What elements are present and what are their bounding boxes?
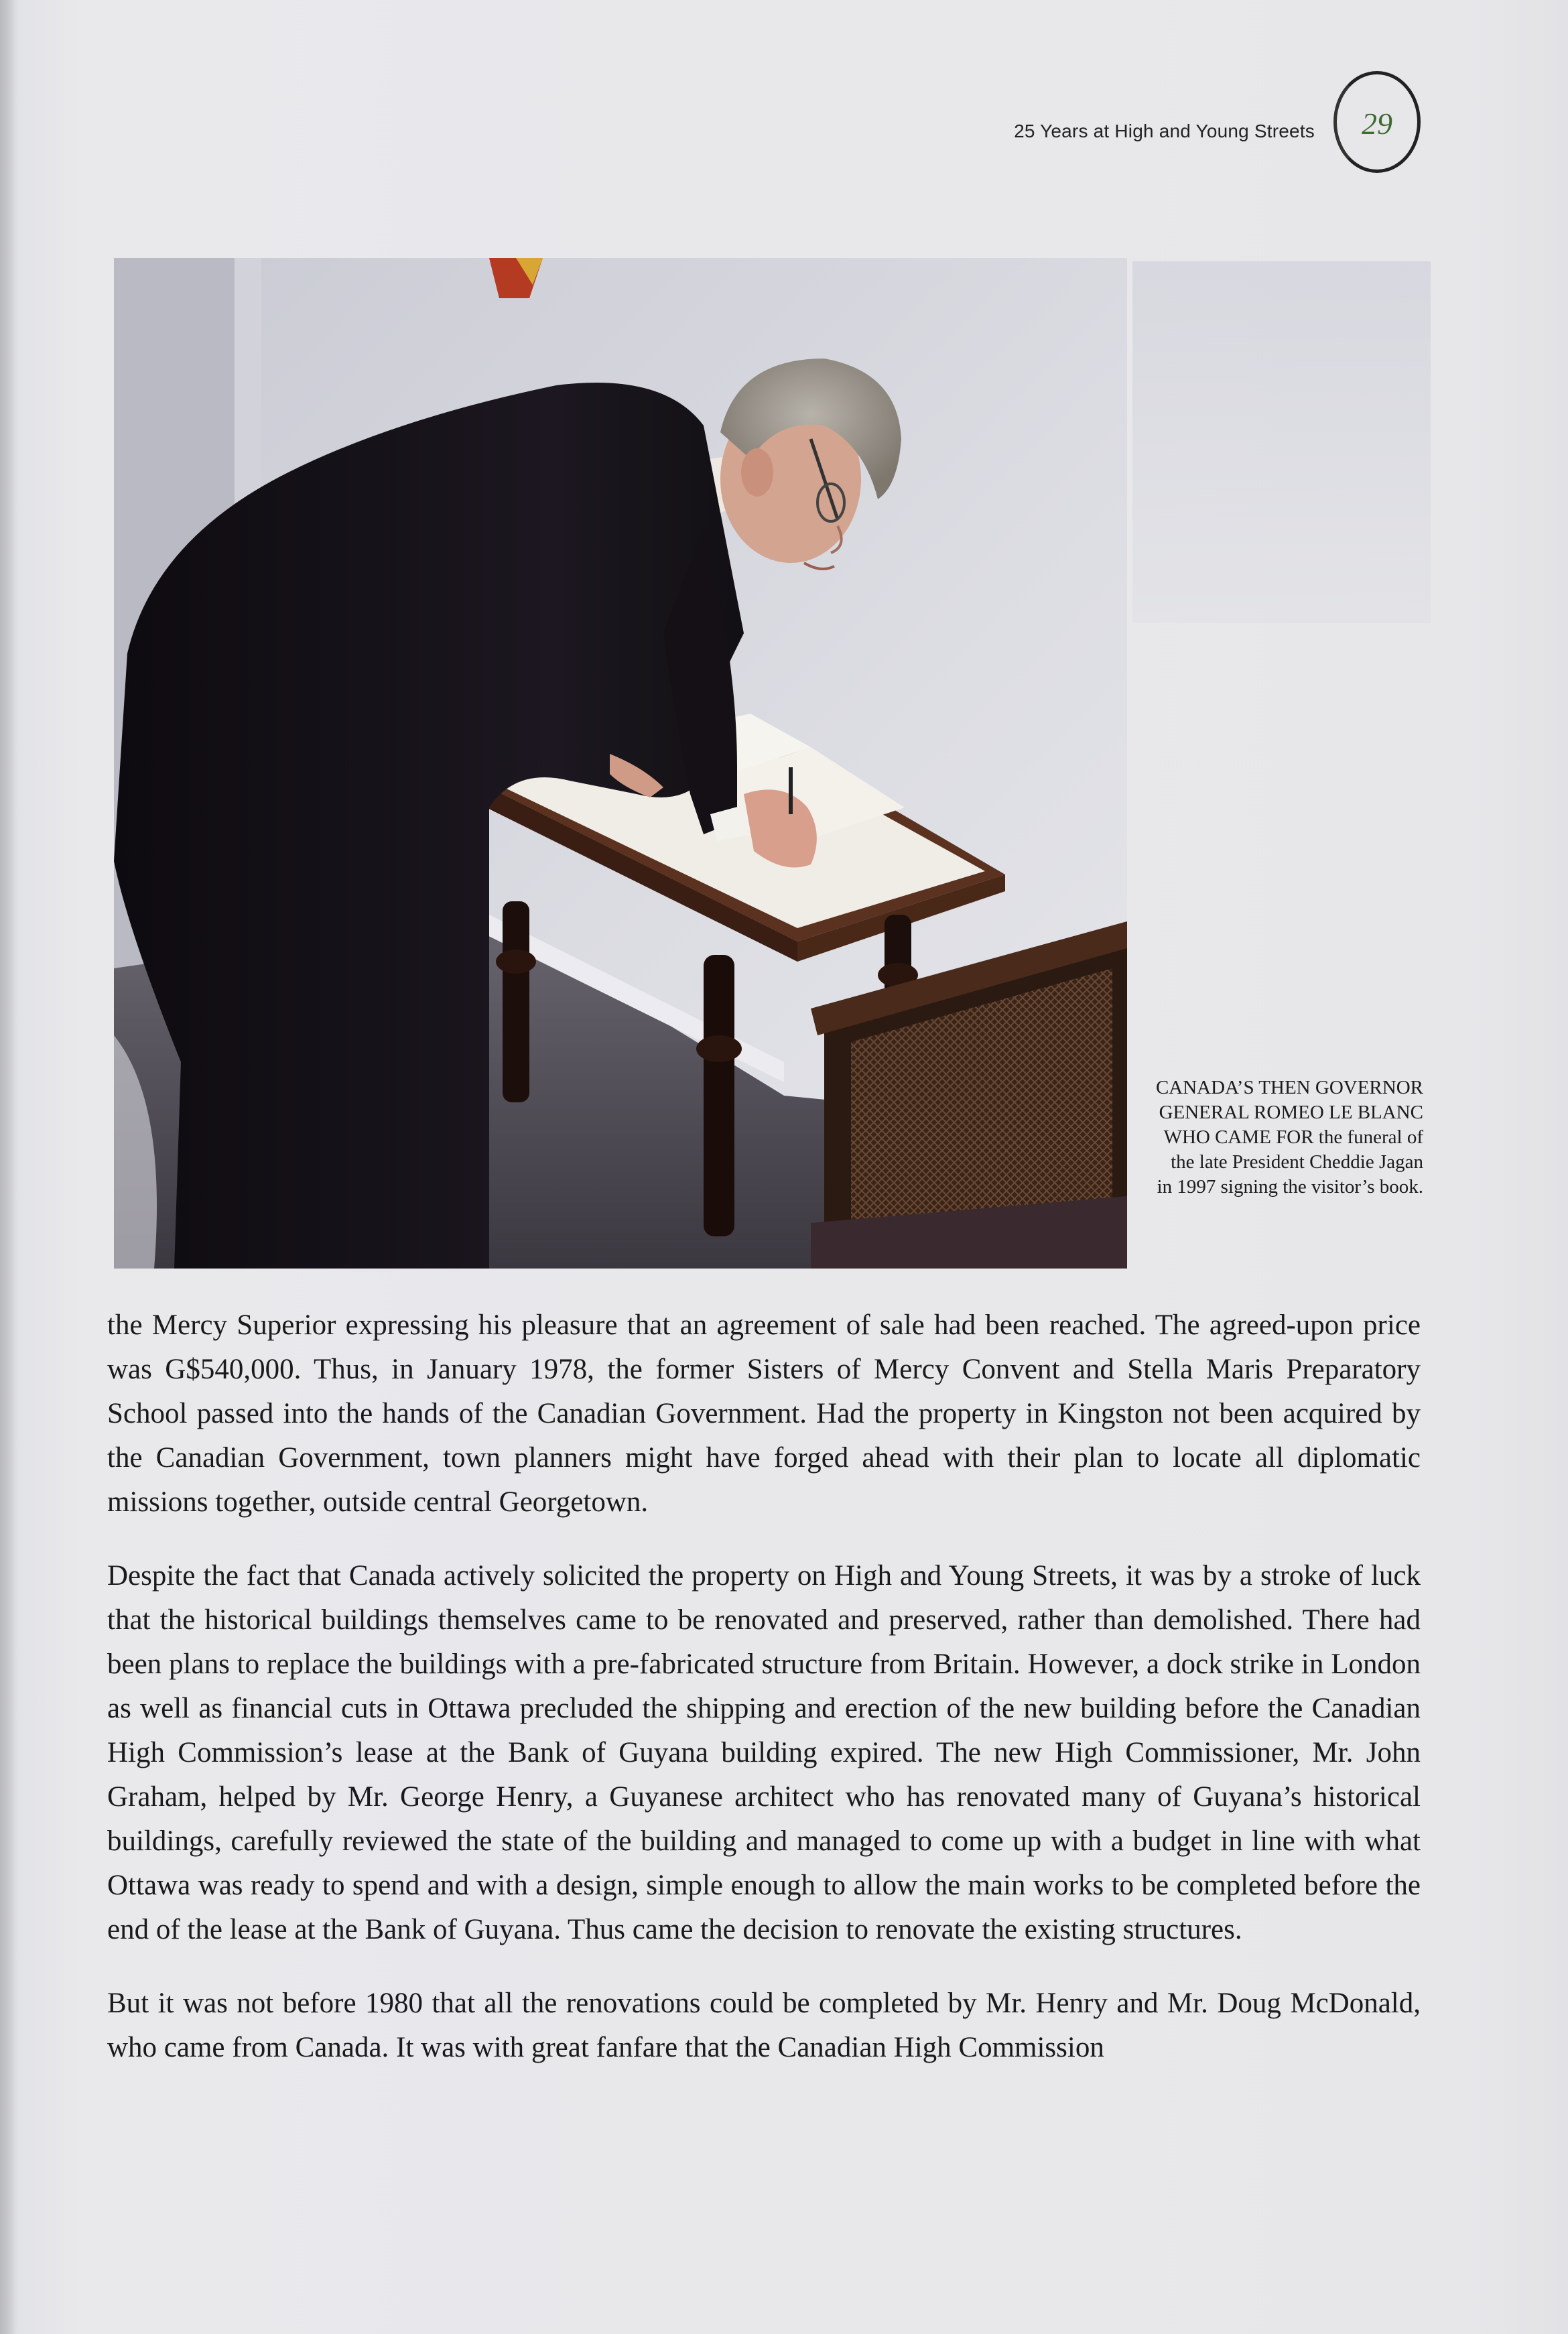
paragraph: But it was not before 1980 that all the renovations could be completed by Mr. Henry and Mr. Doug McDonald, who came from Canada. It was with great fanfare that the Canadian High Commission xyxy=(107,1988,1421,2063)
page-number: 29 xyxy=(1362,107,1392,141)
photo-illustration xyxy=(114,258,1127,1269)
paragraph: Despite the fact that Canada actively solicited the property on High and Young Streets, it was by a stroke of luck that the historical buildings themselves came to be renovated and preserved, rather than demolished. There had been plans to replace the buildings with a pre-fabricated structure from Britain. However, a dock strike in London as well as financial cuts in Ottawa precluded the shipping and erection of the new building before the Canadian High Commission’s lease at the Bank of Guyana building expired. The new High Commissioner, Mr. John Graham, helped by Mr. George Henry, a Guyanese architect who has renovated many of Guyana’s historical buildings, carefully reviewed the state of the building and managed to come up with a budget in line with what Ottawa was ready to spend and with a design, simple enough to allow the main works to be completed before the end of the lease at the Bank of Guyana. Thus came the decision to renovate the existing structures. xyxy=(107,1560,1421,1945)
photo-caption: CANADA’S THEN GOVERNOR GENERAL ROMEO LE BLANC WHO CAME FOR the funeral of the late President Cheddie Jagan in 1997 signing the visitor’s book. xyxy=(1155,1077,1423,1197)
article-body xyxy=(107,1303,1421,2099)
paragraph: the Mercy Superior expressing his pleasure that an agreement of sale had been reached. The agreed-upon price was G$540,000. Thus, in January 1978, the former Sisters of Mercy Convent and Stella Maris Preparatory School passed into the hands of the Canadian Government. Had the property in Kingston not been acquired by the Canadian Government, town planners might have forged ahead with their plan to locate all diplomatic missions together, outside central Georgetown. xyxy=(107,1309,1421,1518)
binding-shadow xyxy=(0,0,16,2334)
running-title: 25 Years at High and Young Streets xyxy=(1014,121,1315,141)
show-through-image xyxy=(1132,261,1431,623)
photo xyxy=(114,258,1127,1269)
